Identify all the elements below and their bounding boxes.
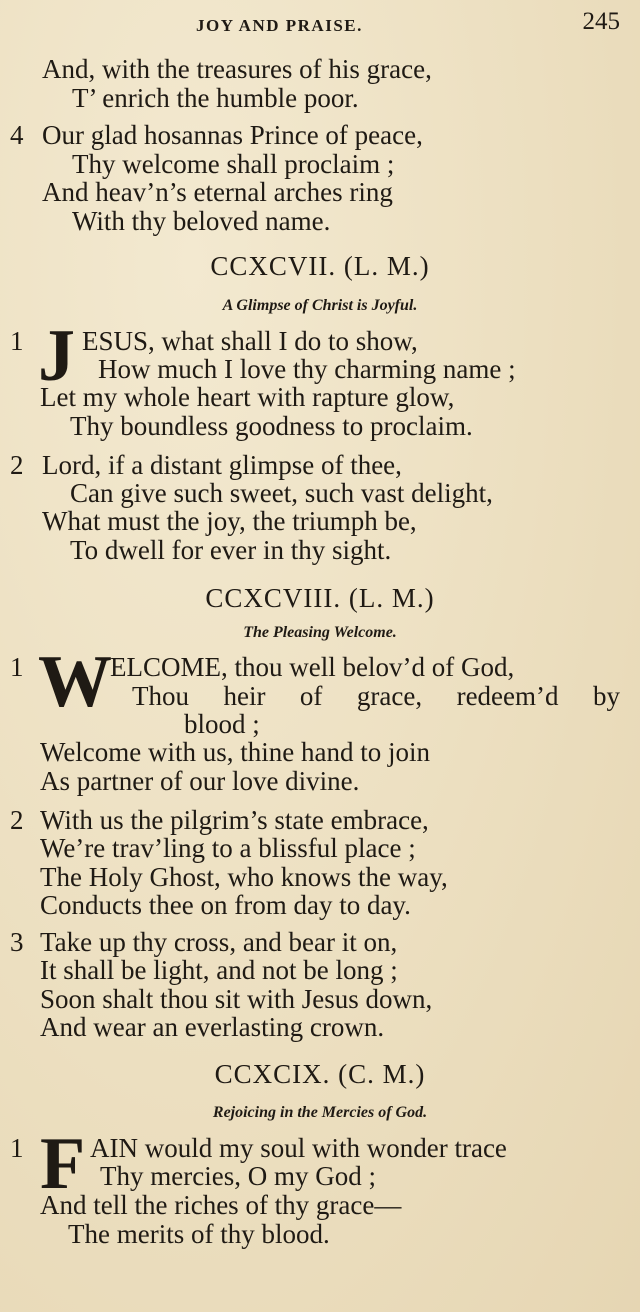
running-title: JOY AND PRAISE. xyxy=(196,16,363,35)
hymn-title: CCXCVII. (L. M.) xyxy=(210,251,430,281)
verse-line: blood ; xyxy=(184,709,260,739)
verse-line: To dwell for ever in thy sight. xyxy=(70,535,392,565)
verse-line: And heav’n’s eternal arches ring xyxy=(42,177,393,207)
page-header xyxy=(0,6,640,40)
verse-number: 1 xyxy=(10,1133,24,1163)
verse-line: Thy mercies, O my God ; xyxy=(100,1161,376,1191)
drop-cap-letter: F xyxy=(40,1123,86,1205)
verse-line: Take up thy cross, and bear it on, xyxy=(40,927,398,957)
drop-cap-letter: W xyxy=(38,641,112,723)
verse-number: 2 xyxy=(10,450,24,480)
page-number: 245 xyxy=(582,8,620,35)
verse-line: With thy beloved name. xyxy=(72,206,331,236)
verse-line: Thy welcome shall proclaim ; xyxy=(72,149,395,179)
verse-line: What must the joy, the triumph be, xyxy=(42,506,417,536)
verse-number: 4 xyxy=(10,120,24,150)
verse-line: Soon shalt thou sit with Jesus down, xyxy=(40,984,433,1014)
verse-line: The merits of thy blood. xyxy=(68,1219,330,1249)
hymn-subtitle: A Glimpse of Christ is Joyful. xyxy=(222,297,418,314)
verse-line: Thy boundless goodness to proclaim. xyxy=(70,411,473,441)
verse-line: Lord, if a distant glimpse of thee, xyxy=(42,450,402,480)
verse-line: AIN would my soul with wonder trace xyxy=(90,1133,507,1163)
hymn-title: CCXCIX. (C. M.) xyxy=(214,1059,426,1089)
drop-cap-letter: J xyxy=(38,315,75,397)
hymn-subtitle: The Pleasing Welcome. xyxy=(243,624,397,641)
verse-line: Conducts thee on from day to day. xyxy=(40,890,411,920)
verse-line: The Holy Ghost, who knows the way, xyxy=(40,862,448,892)
verse-number: 1 xyxy=(10,326,24,356)
verse-line: With us the pilgrim’s state embrace, xyxy=(40,805,429,835)
hymn-subtitle: Rejoicing in the Mercies of God. xyxy=(212,1104,428,1121)
verse-line: Let my whole heart with rapture glow, xyxy=(40,382,455,412)
verse-line: ESUS, what shall I do to show, xyxy=(82,326,418,356)
verse-number: 1 xyxy=(10,652,24,682)
verse-number: 3 xyxy=(10,927,24,957)
verse-number: 2 xyxy=(10,805,24,835)
verse-line: Thou heir of grace, redeem’d by xyxy=(132,681,620,711)
hymn-title: CCXCVIII. (L. M.) xyxy=(205,583,435,613)
verse-line: How much I love thy charming name ; xyxy=(98,354,516,384)
verse-line: Can give such sweet, such vast delight, xyxy=(70,478,493,508)
verse-line: As partner of our love divine. xyxy=(40,766,360,796)
verse-line: It shall be light, and not be long ; xyxy=(40,955,398,985)
verse-line: T’ enrich the humble poor. xyxy=(72,83,359,113)
verse-line: And tell the riches of thy grace— xyxy=(40,1190,402,1220)
verse-line: And wear an everlasting crown. xyxy=(40,1012,385,1042)
verse-line: Welcome with us, thine hand to join xyxy=(40,737,431,767)
verse-line: We’re trav’ling to a blissful place ; xyxy=(40,833,416,863)
verse-line: And, with the treasures of his grace, xyxy=(42,54,432,84)
verse-line: Our glad hosannas Prince of peace, xyxy=(42,120,423,150)
verse-line: ELCOME, thou well belov’d of God, xyxy=(110,652,515,682)
